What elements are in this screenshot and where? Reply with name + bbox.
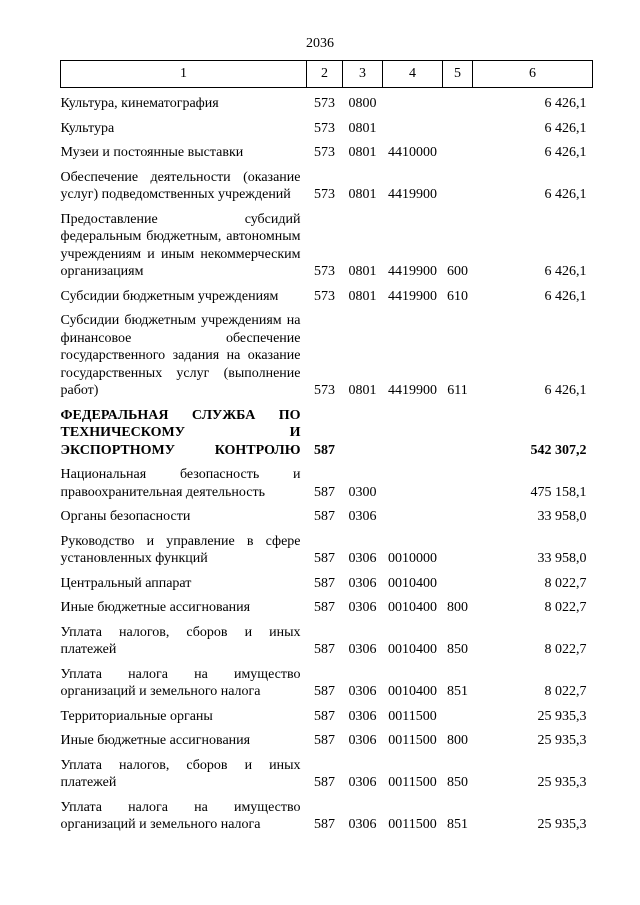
table-row [61,701,593,726]
row-target-code [383,459,443,501]
row-section-code: 0306 [348,575,377,591]
row-target-code [383,501,443,526]
row-section-code: 0801 [348,383,377,398]
row-admin-code: 573 [314,264,335,279]
row-name [61,113,307,138]
row-target-code: 0010000 [388,551,437,566]
row-admin-code: 573 [314,96,335,111]
row-section-code: 0306 [348,600,377,615]
row-name-text: Уплата налога на имущество организаций и земельного налога [60,666,301,699]
budget-table [60,60,593,834]
header-col-6: 6 [473,61,593,88]
row-amount: 25 935,3 [537,775,587,790]
row-expense-type [443,88,473,113]
table-row [61,88,593,113]
row-expense-type [443,137,473,162]
row-target-code: 4419900 [388,383,437,398]
header-col-2: 2 [307,61,343,88]
row-section-code: 0800 [348,96,377,111]
row-name [61,137,307,162]
row-name-text: Культура, кинематография [60,96,219,111]
row-name-text: Иные бюджетные ассигнования [60,600,251,615]
row-expense-type: 600 [447,264,468,279]
header-col-3: 3 [343,61,383,88]
row-name [61,568,307,593]
row-section-code: 0801 [348,288,377,304]
row-name [61,725,307,750]
table-row [61,792,593,834]
row-expense-type [443,162,473,204]
row-name-text: Органы безопасности [60,509,191,524]
row-target-code: 0011500 [388,775,437,790]
row-section-code [343,400,383,460]
row-target-code: 4410000 [388,145,437,160]
row-expense-type: 851 [447,684,468,699]
row-admin-code: 573 [314,145,335,160]
row-amount: 25 935,3 [537,817,587,832]
row-name [61,617,307,659]
row-amount: 6 426,1 [544,383,587,398]
row-target-code: 0010400 [388,642,437,657]
row-amount: 8 022,7 [544,575,587,591]
page-number: 2036 [306,36,334,51]
row-admin-code: 587 [314,817,335,832]
table-row [61,305,593,400]
row-name-text: Предоставление субсидий федеральным бюджетным, автономным учреждениям и иным некоммерческим организациям [60,211,301,279]
row-name [61,281,307,306]
row-name [61,750,307,792]
row-name-text: Руководство и управление в сфере установленных функций [60,533,301,566]
row-section-code: 0801 [348,145,377,160]
row-amount: 6 426,1 [544,187,587,202]
row-expense-type [443,526,473,568]
row-amount: 8 022,7 [544,684,587,699]
row-admin-code: 573 [314,288,335,304]
header-col-1: 1 [61,61,307,88]
row-name [61,400,307,460]
table-header [61,61,593,88]
row-admin-code: 587 [314,642,335,657]
row-name [61,701,307,726]
row-name [61,204,307,281]
row-name [61,459,307,501]
header-row [61,61,593,88]
row-target-code: 4419900 [388,288,437,304]
row-section-code: 0801 [348,120,377,136]
row-name [61,162,307,204]
row-section-code: 0306 [348,708,377,724]
row-name-text: Территориальные органы [60,708,213,724]
row-target-code: 0011500 [388,733,437,748]
row-name [61,305,307,400]
row-target-code: 4419900 [388,264,437,279]
table-row [61,526,593,568]
row-amount: 6 426,1 [544,96,587,111]
row-admin-code: 587 [314,684,335,699]
row-expense-type: 800 [447,600,468,615]
row-amount: 25 935,3 [537,733,587,748]
row-expense-type [443,459,473,501]
table-row [61,501,593,526]
row-expense-type [443,701,473,726]
row-section-code: 0306 [348,509,377,524]
row-target-code: 0010400 [388,600,437,615]
table-row [61,659,593,701]
row-name [61,526,307,568]
row-name-text: Уплата налога на имущество организаций и земельного налога [60,799,301,832]
row-expense-type: 610 [447,288,468,304]
table-row [61,617,593,659]
table-row [61,459,593,501]
row-admin-code: 573 [314,120,335,136]
row-admin-code: 587 [314,484,335,500]
header-col-4: 4 [383,61,443,88]
row-name [61,501,307,526]
row-amount: 6 426,1 [544,288,587,304]
table-row [61,750,593,792]
row-admin-code: 587 [314,600,335,615]
row-amount: 8 022,7 [544,642,587,657]
row-section-code: 0306 [348,642,377,657]
row-admin-code: 573 [314,187,335,202]
row-amount: 33 958,0 [537,551,587,566]
row-target-code: 0011500 [388,817,437,832]
table-row [61,568,593,593]
table-row [61,725,593,750]
row-amount: 6 426,1 [544,264,587,279]
row-name-text: Обеспечение деятельности (оказание услуг) подведомственных учреждений [60,169,301,202]
row-name [61,659,307,701]
row-name-text: Субсидии бюджетным учреждениям [60,288,279,304]
row-name-text: Уплата налогов, сборов и иных платежей [60,624,301,657]
header-col-5: 5 [443,61,473,88]
table-row [61,204,593,281]
row-target-code [383,88,443,113]
row-name-text: Культура [60,120,115,136]
row-section-code: 0801 [348,187,377,202]
row-expense-type: 850 [447,775,468,790]
row-target-code [383,400,443,460]
row-admin-code: 587 [314,575,335,591]
row-name-text: Музеи и постоянные выставки [60,145,244,160]
row-section-code: 0801 [348,264,377,279]
table-row [61,400,593,460]
table-row [61,162,593,204]
row-target-code [383,113,443,138]
table-row [61,281,593,306]
table-row [61,113,593,138]
row-section-code: 0300 [348,484,377,500]
row-expense-type: 850 [447,642,468,657]
row-amount: 33 958,0 [537,509,587,524]
row-name-text: Иные бюджетные ассигнования [60,733,251,748]
row-name [61,792,307,834]
row-admin-code: 587 [314,775,335,790]
row-admin-code: 587 [314,509,335,524]
row-name [61,88,307,113]
row-section-code: 0306 [348,551,377,566]
row-admin-code: 587 [314,551,335,566]
row-expense-type: 611 [447,383,468,398]
row-name-text: Национальная безопасность и правоохранительная деятельность [60,467,301,500]
row-expense-type [443,400,473,460]
row-amount: 6 426,1 [544,120,587,136]
row-target-code: 0011500 [388,708,437,724]
row-name-text: ФЕДЕРАЛЬНАЯ СЛУЖБА ПО ТЕХНИЧЕСКОМУ И ЭКСПОРТНОМУ КОНТРОЛЮ [60,407,301,458]
row-name [61,592,307,617]
row-target-code: 0010400 [388,575,437,591]
row-name-text: Центральный аппарат [60,575,192,591]
row-amount: 6 426,1 [544,145,587,160]
row-expense-type [443,501,473,526]
row-amount: 25 935,3 [537,708,587,724]
row-expense-type [443,113,473,138]
row-amount: 542 307,2 [530,442,587,458]
row-admin-code: 587 [314,708,335,724]
row-admin-code: 587 [314,733,335,748]
row-admin-code: 587 [314,442,335,458]
row-section-code: 0306 [348,817,377,832]
table-body [61,88,593,834]
row-amount: 475 158,1 [530,484,587,500]
row-target-code: 0010400 [388,684,437,699]
row-expense-type: 800 [447,733,468,748]
row-amount: 8 022,7 [544,600,587,615]
row-expense-type [443,568,473,593]
row-section-code: 0306 [348,733,377,748]
row-expense-type: 851 [447,817,468,832]
row-admin-code: 573 [314,383,335,398]
row-name-text: Уплата налогов, сборов и иных платежей [60,757,301,790]
row-target-code: 4419900 [388,187,437,202]
table-row [61,592,593,617]
row-section-code: 0306 [348,775,377,790]
row-section-code: 0306 [348,684,377,699]
row-name-text: Субсидии бюджетным учреждениям на финансовое обеспечение государственного задания на оказание государственных услуг (выполнение работ) [60,313,301,398]
table-row [61,137,593,162]
